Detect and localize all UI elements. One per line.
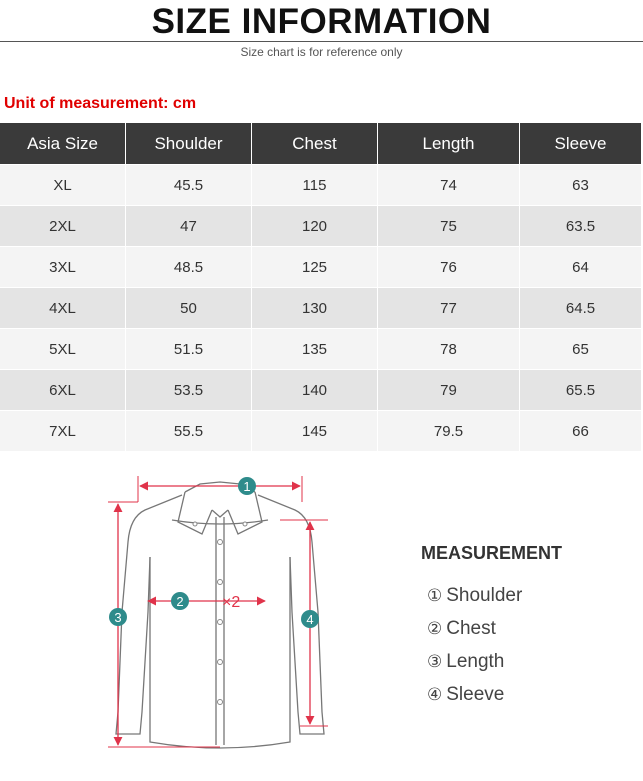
table-cell: XL [0, 165, 126, 206]
table-cell: 64 [520, 247, 642, 288]
table-cell: 47 [126, 206, 252, 247]
item-label: Sleeve [446, 684, 505, 705]
item-label: Shoulder [446, 585, 523, 606]
marker-3 [109, 608, 127, 626]
table-cell: 5XL [0, 329, 126, 370]
marker-2 [171, 592, 189, 610]
table-cell: 55.5 [126, 411, 252, 452]
size-table [0, 123, 641, 451]
table-cell: 130 [252, 288, 378, 329]
item-number: ③ [427, 652, 443, 671]
page-title: SIZE INFORMATION [151, 2, 492, 41]
page-subtitle: Size chart is for reference only [240, 45, 403, 59]
column-header: Sleeve [520, 123, 642, 165]
marker-4 [301, 610, 319, 628]
list-item [427, 650, 522, 683]
table-cell: 125 [252, 247, 378, 288]
svg-text:3: 3 [114, 610, 122, 625]
table-cell: 79.5 [378, 411, 520, 452]
table-row [0, 206, 641, 247]
column-header: Shoulder [126, 123, 252, 165]
table-cell: 75 [378, 206, 520, 247]
table-row [0, 247, 641, 288]
table-cell: 77 [378, 288, 520, 329]
measurement-title: MEASUREMENT [421, 543, 563, 563]
table-cell: 63.5 [520, 206, 642, 247]
table-cell: 50 [126, 288, 252, 329]
item-number: ④ [427, 685, 443, 704]
table-row [0, 165, 641, 206]
table-cell: 6XL [0, 370, 126, 411]
table-cell: 76 [378, 247, 520, 288]
chest-multiplier: ×2 [222, 594, 241, 611]
table-cell: 65 [520, 329, 642, 370]
table-cell: 51.5 [126, 329, 252, 370]
table-row [0, 288, 641, 329]
table-cell: 48.5 [126, 247, 252, 288]
list-item [427, 617, 522, 650]
list-item [427, 584, 522, 617]
table-cell: 4XL [0, 288, 126, 329]
unit-label: Unit of measurement: cm [4, 95, 197, 112]
table-cell: 2XL [0, 206, 126, 247]
shirt-outline [116, 482, 324, 748]
column-header: Length [378, 123, 520, 165]
table-cell: 3XL [0, 247, 126, 288]
table-cell: 135 [252, 329, 378, 370]
table-cell: 65.5 [520, 370, 642, 411]
shirt-buttons [193, 522, 247, 705]
table-cell: 66 [520, 411, 642, 452]
table-cell: 74 [378, 165, 520, 206]
table-row [0, 411, 641, 452]
table-row [0, 370, 641, 411]
table-cell: 63 [520, 165, 642, 206]
svg-text:1: 1 [243, 479, 251, 494]
column-header: Chest [252, 123, 378, 165]
table-cell: 64.5 [520, 288, 642, 329]
item-label: Length [446, 651, 505, 672]
table-cell: 115 [252, 165, 378, 206]
svg-text:4: 4 [306, 612, 314, 627]
shirt-measurement-diagram [90, 462, 350, 762]
table-cell: 53.5 [126, 370, 252, 411]
table-cell: 120 [252, 206, 378, 247]
list-item [427, 683, 522, 716]
column-header: Asia Size [0, 123, 126, 165]
marker-1 [238, 477, 256, 495]
svg-text:2: 2 [176, 594, 184, 609]
title-divider [0, 41, 643, 42]
table-cell: 79 [378, 370, 520, 411]
table-cell: 78 [378, 329, 520, 370]
dimension-guides [108, 476, 328, 747]
item-number: ① [427, 586, 443, 605]
item-label: Chest [446, 618, 496, 639]
table-cell: 7XL [0, 411, 126, 452]
item-number: ② [427, 619, 443, 638]
table-header-row [0, 123, 641, 165]
table-row [0, 329, 641, 370]
table-cell: 45.5 [126, 165, 252, 206]
table-cell: 145 [252, 411, 378, 452]
table-cell: 140 [252, 370, 378, 411]
measurement-list [427, 584, 522, 716]
